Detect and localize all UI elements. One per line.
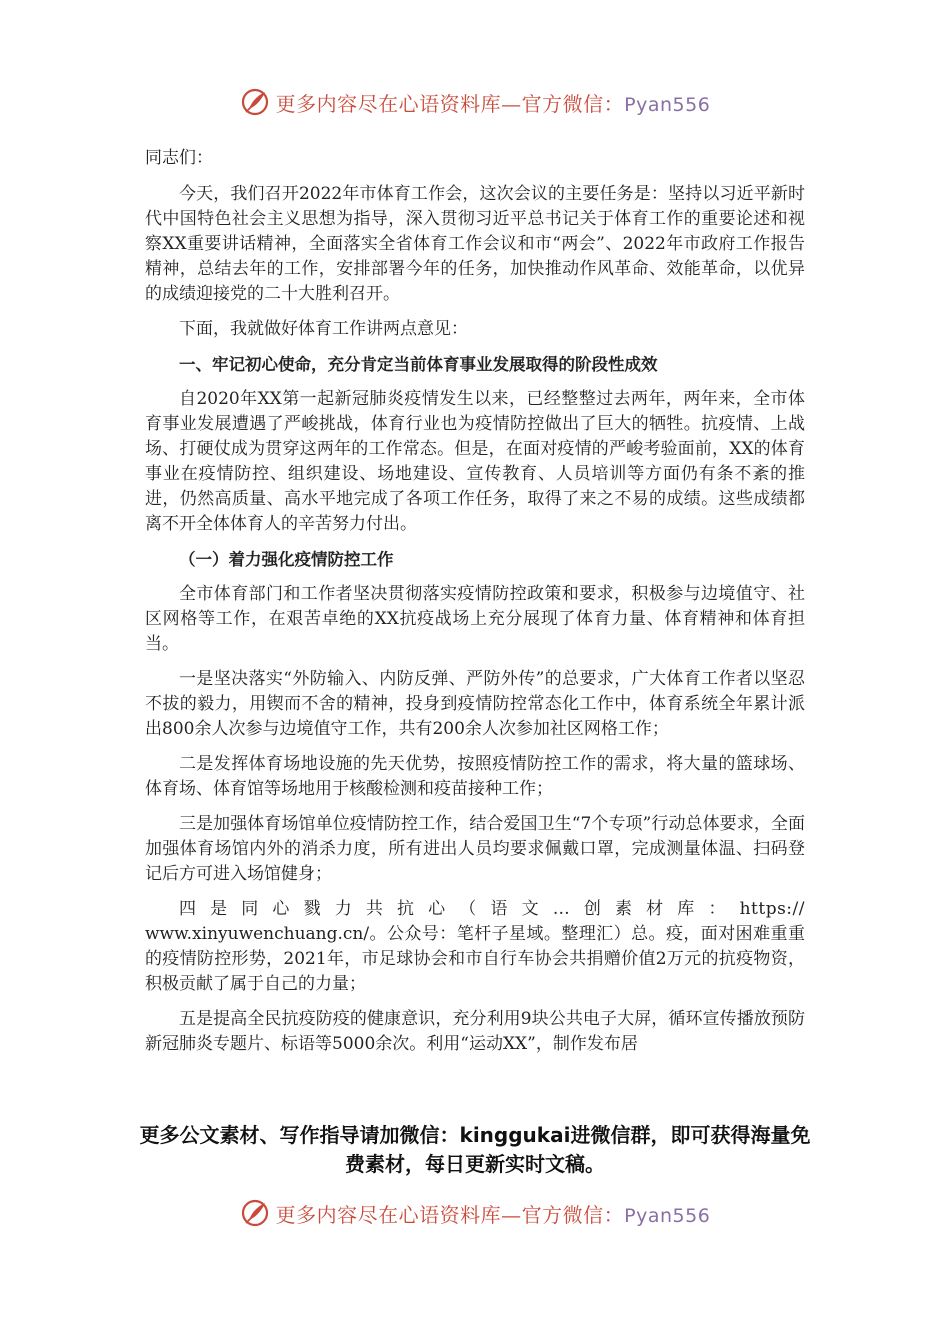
document-body — [145, 146, 805, 1067]
quill-logo-icon — [240, 87, 270, 117]
paragraph-point-4-line-1: 四是同心戮力共抗心（语文…创素材库：https:// — [179, 899, 805, 919]
footer-promo-note: 更多公文素材、写作指导请加微信：kinggukai进微信群，即可获得海量免费素材，每日更新实时文稿。 — [139, 1123, 811, 1176]
subsection-heading-1: （一）着力强化疫情防控工作 — [179, 550, 394, 569]
footer-banner-text: 更多内容尽在心语资料库—官方微信：Pyan556 — [275, 1202, 711, 1227]
section-heading-1: 一、牢记初心使命，充分肯定当前体育事业发展取得的阶段性成效 — [179, 355, 658, 374]
paragraph-intro: 今天，我们召开2022年市体育工作会，这次会议的主要任务是：坚持以习近平新时代中国特色社会主义思想为指导，深入贯彻习近平总书记关于体育工作的重要论述和视察XX重要讲话精神，全面落实全省体育工作会议和市“两会”、2022年市政府工作报告精神，总结去年的工作，安排部署今年的任务，加快推动作风革命、效能革命，以优异的成绩迎接党的二十大胜利召开。 — [145, 184, 805, 304]
paragraph-point-5: 五是提高全民抗疫防疫的健康意识，充分利用9块公共电子大屏，循环宣传播放预防新冠肺炎专题片、标语等5000余次。利用“运动XX”，制作发布居 — [145, 1009, 805, 1054]
paragraph-epidemic-work: 全市体育部门和工作者坚决贯彻落实疫情防控政策和要求，积极参与边境值守、社区网格等工作，在艰苦卓绝的XX抗疫战场上充分展现了体育力量、体育精神和体育担当。 — [145, 584, 805, 654]
greeting: 同志们： — [145, 148, 213, 168]
header-banner — [0, 82, 950, 122]
header-wechat-account: Pyan556 — [624, 93, 711, 116]
footer-banner — [0, 1193, 950, 1233]
paragraph-point-1: 一是坚决落实“外防输入、内防反弹、严防外传”的总要求，广大体育工作者以坚忍不拔的毅力，用锲而不舍的精神，投身到疫情防控常态化工作中，体育系统全年累计派出800余人次参与边境值守工作，共有200余人次参加社区网格工作； — [145, 669, 805, 739]
paragraph-lead: 下面，我就做好体育工作讲两点意见： — [179, 319, 468, 339]
paragraph-achievements: 自2020年XX第一起新冠肺炎疫情发生以来，已经整整过去两年，两年来，全市体育事业发展遭遇了严峻挑战，体育行业也为疫情防控做出了巨大的牺牲。抗疫情、上战场、打硬仗成为贯穿这两年的工作常态。但是，在面对疫情的严峻考验面前，XX的体育事业在疫情防控、组织建设、场地建设、宣传教育、人员培训等方面仍有条不紊的推进，仍然高质量、高水平地完成了各项工作任务，取得了来之不易的成绩。这些成绩都离不开全体体育人的辛苦努力付出。 — [145, 389, 805, 534]
footer-wechat-account: Pyan556 — [624, 1204, 711, 1227]
paragraph-point-2: 二是发挥体育场地设施的先天优势，按照疫情防控工作的需求，将大量的篮球场、体育场、体育馆等场地用于核酸检测和疫苗接种工作； — [145, 754, 805, 799]
paragraph-point-4-rest: www.xinyuwenchuang.cn/。公众号：笔杆子星域。整理汇）总。疫，面对困难重重的疫情防控形势，2021年，市足球协会和市自行车协会共捐赠价值2万元的抗疫物资，积极贡献了属于自己的力量； — [145, 924, 805, 994]
quill-logo-icon — [240, 1198, 270, 1228]
paragraph-point-3: 三是加强体育场馆单位疫情防控工作，结合爱国卫生“7个专项”行动总体要求，全面加强体育场馆内外的消杀力度，所有进出人员均要求佩戴口罩，完成测量体温、扫码登记后方可进入场馆健身； — [145, 814, 805, 884]
header-banner-text: 更多内容尽在心语资料库—官方微信：Pyan556 — [275, 91, 711, 116]
